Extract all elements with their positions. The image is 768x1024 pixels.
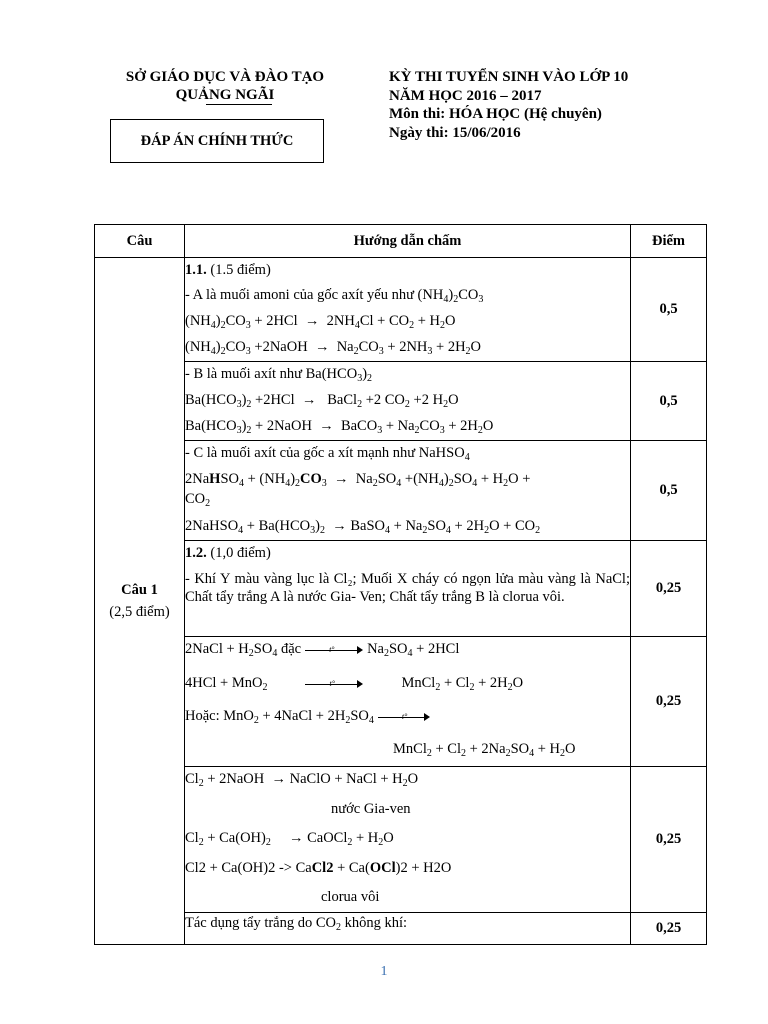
score-cell: 0,25 (631, 637, 707, 767)
arrow-icon: → (304, 313, 320, 329)
equation-line: 2NaHSO$_4$ + $(NH_4)_2CO_3 \to Na_2SO_4 +(NH_4)_2SO_4 + H_2O$ + $CO_2$ (185, 471, 531, 509)
score-cell: 0,5 (631, 258, 707, 362)
table-row (95, 767, 707, 913)
equation-line: 2NaCl + $H_2SO_4$ đặc t° $Na_2SO_4 + 2HCl$ (185, 641, 460, 659)
table-header-row (95, 225, 707, 258)
guide-cell (185, 258, 631, 362)
section-number: 1.1. (185, 262, 207, 278)
equation-line: Hoặc: MnO$_2$ + 4NaCl + $2H_2SO_4$ t° (185, 704, 630, 730)
score-cell: 0,25 (631, 913, 707, 945)
table-row (95, 913, 707, 945)
guide-line: - A là muối amoni của gốc axít yếu như $(NH_4)_2CO_3$ (185, 287, 484, 305)
arrow-icon: → (271, 771, 286, 787)
department-line-1: SỞ GIÁO DỤC VÀ ĐÀO TẠO (125, 69, 325, 85)
exam-date: Ngày thi: 15/06/2016 (389, 124, 521, 141)
score-cell: 0,25 (631, 767, 707, 913)
official-answer-box (110, 119, 324, 163)
exam-info (389, 68, 628, 142)
section-points: (1.5 điểm) (206, 262, 271, 278)
section-points: (1,0 điểm) (206, 545, 271, 561)
guide-cell (185, 541, 631, 637)
guide-line: - B là muối axít như $Ba(HCO_3)_2$ (185, 366, 373, 384)
heat-arrow-icon: t° (378, 712, 430, 722)
table-row (95, 637, 707, 767)
question-label: Câu 1 (121, 582, 158, 598)
question-cell (95, 258, 185, 945)
arrow-icon: → (332, 518, 347, 534)
question-points: (2,5 điểm) (109, 604, 170, 620)
equation-line: $(NH_4)_2CO_3 + 2HCl \to 2NH_4Cl + CO_2 + H_2O$ (185, 313, 456, 331)
official-answer-label: ĐÁP ÁN CHÍNH THỨC (140, 132, 294, 149)
score-cell: 0,5 (631, 362, 707, 441)
bleaching-powder-label: clorua vôi (321, 889, 380, 905)
guide-line: - C là muối axít của gốc a xít mạnh như NaHSO$_4$ (185, 445, 470, 463)
grading-table (94, 224, 707, 945)
javel-water-label: nước Gia-ven (331, 801, 411, 817)
table-row (95, 258, 707, 362)
equation-line: $Ba(HCO_3)_2$ + 2NaOH → BaCO$_3$ + $Na_2CO_3 + 2H_2O$ (185, 418, 494, 436)
guide-cell (185, 913, 631, 945)
equation-line: Cl2 + Ca(OH)2 -> CaCl2 + Ca(OCl)2 + H2O (185, 860, 452, 876)
arrow-icon: → (314, 339, 330, 355)
section-number: 1.2. (185, 545, 207, 561)
page-number: 1 (380, 964, 388, 979)
arrow-icon: → (334, 471, 349, 487)
exam-subject: Môn thi: HÓA HỌC (Hệ chuyên) (389, 106, 602, 122)
table-row (95, 362, 707, 441)
guide-line: Tác dụng tẩy trắng do $CO_2$ không khí: (185, 915, 408, 933)
equation-line: $(NH_4)_2CO_3$ +2NaOH → $Na_2CO_3 + 2NH_3 + 2H_2O$ (185, 339, 482, 357)
equation-line: 4HCl + MnO$_2$ t° MnCl$_2$ + $Cl_2 + 2H_2O$ (185, 675, 524, 693)
guide-cell (185, 767, 631, 913)
arrow-icon: → (288, 830, 304, 846)
score-cell: 0,5 (631, 441, 707, 541)
equation-line: $Ba(HCO_3)_2 +2HCl$ → BaCl$_2$ +2 $CO_2 +2$ $H_2O$ (185, 392, 459, 410)
arrow-icon: → (301, 392, 317, 408)
department-name (96, 68, 354, 104)
table-row (95, 541, 707, 637)
department-line-2: QUẢNG NGÃI (175, 87, 275, 103)
arrow-icon: → (319, 418, 334, 434)
heat-arrow-icon: t° (305, 645, 363, 655)
school-year: NĂM HỌC 2016 – 2017 (389, 87, 542, 104)
equation-line: $Cl_2 + Ca(OH)_2$ → CaOCl$_2$ + $H_2O$ (185, 830, 394, 848)
equation-line: 2NaHSO$_4$ + $Ba(HCO_3)_2$ → BaSO$_4$ + $Na_2SO_4 + 2H_2O + CO_2$ (185, 518, 541, 536)
score-cell: 0,25 (631, 541, 707, 637)
guide-cell (185, 637, 631, 767)
header-guide: Hướng dẫn chấm (185, 225, 631, 258)
guide-cell (185, 441, 631, 541)
exam-title: KỲ THI TUYỂN SINH VÀO LỚP 10 (389, 69, 629, 85)
heat-arrow-icon: t° (305, 679, 363, 689)
equation-line: MnCl$_2$ + $Cl_2 + 2Na_2SO_4 + H_2O$ (393, 741, 576, 759)
table-row (95, 441, 707, 541)
equation-line: $Cl_2$ + 2NaOH → NaClO + NaCl + $H_2O$ (185, 771, 419, 789)
header-score: Điểm (631, 225, 707, 258)
guide-cell (185, 362, 631, 441)
guide-paragraph: - Khí Y màu vàng lục là Cl₂; Muối X cháy có ngọn lửa màu vàng là NaCl; Chất tẩy trắng A là nước Gia- Ven; Chất tẩy trắng B là clorua vôi. (185, 571, 630, 605)
header-question: Câu (95, 225, 185, 258)
